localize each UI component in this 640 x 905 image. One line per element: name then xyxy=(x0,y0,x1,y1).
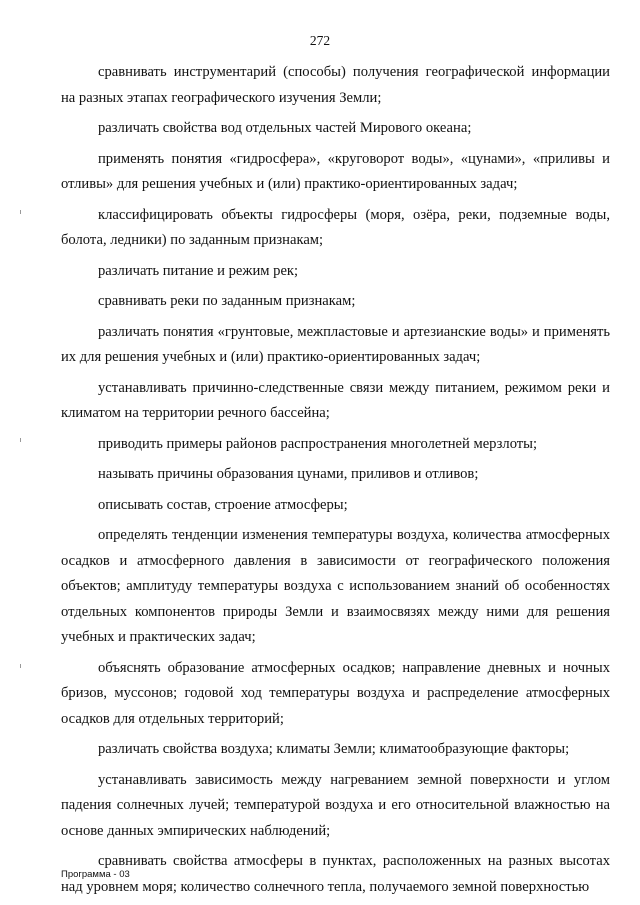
paragraph: применять понятия «гидросфера», «круговорот воды», «цунами», «приливы и отливы» для решения учебных и (или) практико-ориентированных задач; xyxy=(61,150,610,192)
paragraph: сравнивать свойства атмосферы в пунктах, расположенных на разных высотах над уровнем моря; количество солнечного тепла, получаемого земной поверхностью xyxy=(61,853,610,895)
page-content xyxy=(61,60,610,900)
paragraph: объяснять образование атмосферных осадков; направление дневных и ночных бризов, муссонов; годовой ход температуры воздуха и распределение атмосферных осадков для отдельных территорий; xyxy=(61,659,610,727)
page-number: 272 xyxy=(309,33,331,48)
scan-mark xyxy=(20,438,21,442)
scan-mark xyxy=(20,210,21,214)
paragraph: приводить примеры районов распространения многолетней мерзлоты; xyxy=(98,435,538,452)
paragraph: классифицировать объекты гидросферы (моря, озёра, реки, подземные воды, болота, ледники) по заданным признакам; xyxy=(61,206,610,248)
paragraph: различать понятия «грунтовые, межпластовые и артезианские воды» и применять их для решения учебных и (или) практико-ориентированных задач; xyxy=(61,323,610,365)
paragraph: определять тенденции изменения температуры воздуха, количества атмосферных осадков и атмосферного давления в зависимости от географического положения объектов; амплитуду температуры воздуха с использованием знаний об особенностях отдельных компонентов природы Земли и взаимосвязях между ними для решения учебных и практических задач; xyxy=(61,527,610,645)
paragraph: различать свойства вод отдельных частей Мирового океана; xyxy=(98,120,472,136)
paragraph: устанавливать зависимость между нагреванием земной поверхности и углом падения солнечных лучей; температурой воздуха и его относительной влажностью на основе данных эмпирических наблюдений; xyxy=(61,771,610,839)
paragraph: различать питание и режим рек; xyxy=(98,262,299,279)
scan-mark xyxy=(20,664,21,668)
paragraph: сравнивать реки по заданным признакам; xyxy=(98,293,356,309)
document-footer: Программа - 03 xyxy=(61,869,130,880)
paragraph: различать свойства воздуха; климаты Земли; климатообразующие факторы; xyxy=(98,741,570,757)
paragraph: описывать состав, строение атмосферы; xyxy=(98,496,348,513)
paragraph: называть причины образования цунами, приливов и отливов; xyxy=(98,466,479,482)
paragraph: устанавливать причинно-следственные связи между питанием, режимом реки и климатом на территории речного бассейна; xyxy=(61,379,610,421)
paragraph: сравнивать инструментарий (способы) получения географической информации на разных этапах географического изучения Земли; xyxy=(61,64,610,106)
